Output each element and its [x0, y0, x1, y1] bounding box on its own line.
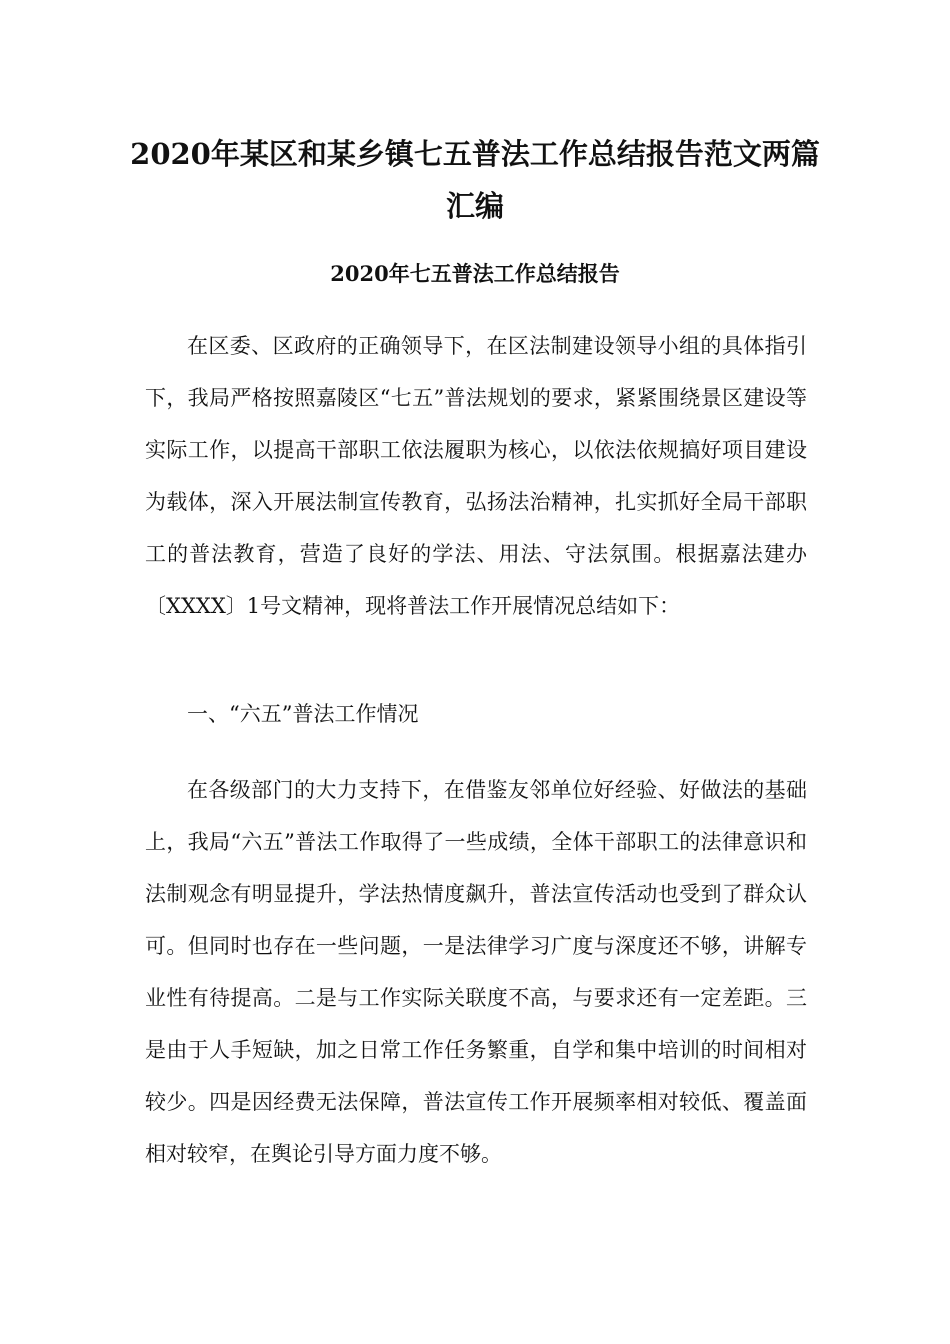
- paragraph-intro: 在区委、区政府的正确领导下，在区法制建设领导小组的具体指引下，我局严格按照嘉陵区“七五”普法规划的要求，紧紧围绕景区建设等实际工作，以提高干部职工依法履职为核心，以依法依规搞好项目建设为载体，深入开展法制宣传教育，弘扬法治精神，扎实抓好全局干部职工的普法教育，营造了良好的学法、用法、守法氛围。根据嘉法建办〔XXXX〕1号文精神，现将普法工作开展情况总结如下：: [145, 334, 807, 618]
- document-title: 2020年某区和某乡镇七五普法工作总结报告范文两篇汇编: [130, 137, 820, 223]
- section-heading: 一、“六五”普法工作情况: [187, 702, 419, 726]
- document-subtitle: 2020年七五普法工作总结报告: [330, 261, 620, 286]
- paragraph-section-body: 在各级部门的大力支持下，在借鉴友邻单位好经验、好做法的基础上，我局“六五”普法工作取得了一些成绩，全体干部职工的法律意识和法制观念有明显提升，学法热情度飙升，普法宣传活动也受到了群众认可。但同时也存在一些问题，一是法律学习广度与深度还不够，讲解专业性有待提高。二是与工作实际关联度不高，与要求还有一定差距。三是由于人手短缺，加之日常工作任务繁重，自学和集中培训的时间相对较少。四是因经费无法保障，普法宣传工作开展频率相对较低、覆盖面相对较窄，在舆论引导方面力度不够。: [145, 778, 807, 1166]
